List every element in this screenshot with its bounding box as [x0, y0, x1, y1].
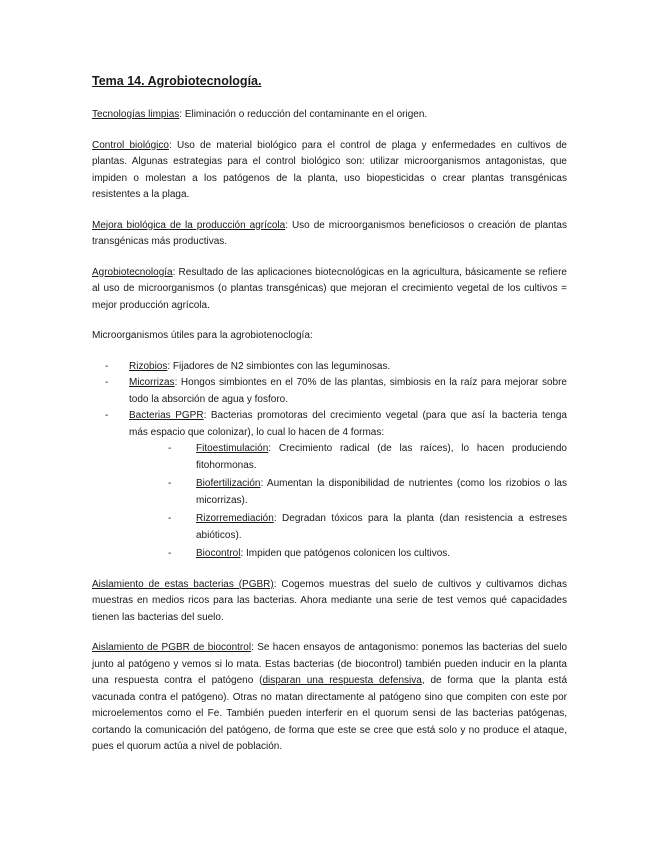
microorganism-list [92, 359, 567, 563]
term: Agrobiotecnología [92, 266, 173, 278]
definition-part-a: : Se hacen ensayos de antagonismo: ponemos las bacterias del suelo junto al patógeno y vemos si lo mata. Estas bacterias (de biocontrol) también pueden inducir en la planta una respuesta contra el patógeno ( [92, 642, 568, 686]
definition: : Degradan tóxicos para la planta (dan resistencia a estreses abióticos). [196, 513, 567, 541]
page-title: Tema 14. Agrobiotecnología. [92, 74, 262, 88]
sublist-item [129, 476, 567, 509]
definition: : Hongos simbiontes en el 70% de las plantas, simbiosis en la raíz para mejorar sobre todo la absorción de agua y fosforo. [129, 377, 567, 405]
definition: : Eliminación o reducción del contaminante en el origen. [179, 109, 428, 120]
paragraph-agrobiotecnologia [92, 265, 567, 315]
definition: : Impiden que patógenos colonicen los cultivos. [240, 548, 451, 559]
term: Rizorremediación [196, 513, 274, 524]
term: Bacterias PGPR [129, 410, 204, 421]
paragraph-microorganismos-intro: Microorganismos útiles para la agrobiotenoclogía: [92, 330, 313, 341]
list-item [92, 375, 567, 408]
definition: : Crecimiento radical (de las raíces), lo hacen produciendo fitohormonas. [196, 443, 567, 471]
underlined-phrase: disparan una respuesta defensiva [262, 675, 422, 686]
term: Biofertilización [196, 478, 261, 489]
paragraph-mejora-biologica [92, 218, 567, 251]
term: Mejora biológica de la producción agrícola [92, 219, 286, 231]
list-item [92, 359, 567, 376]
paragraph-aislamiento-biocontrol [92, 640, 567, 756]
definition: : Cogemos muestras del suelo de cultivos y cultivamos dichas muestras en medios ricos para las bacterias. Ahora mediante una serie de test vemos qué capacidades tienen las bacterias del suelo. [92, 578, 567, 623]
paragraph-tecnologias-limpias [92, 107, 567, 124]
term: Micorrizas [129, 377, 175, 388]
term: Rizobios [129, 360, 168, 372]
term: Control biológico [92, 139, 169, 151]
term: Biocontrol [196, 548, 241, 559]
term: Aislamiento de estas bacterias (PGBR) [92, 578, 274, 590]
term: Fitoestimulación [196, 443, 269, 454]
paragraph-aislamiento-pgbr [92, 577, 567, 627]
sublist-item [129, 511, 567, 544]
definition: : Uso de material biológico para el control de plaga y enfermedades en cultivos de plantas. Algunas estrategias para el control biológico son: utilizar microorganismos antagonistas, que impiden o molestan a los patógenos de la planta, uso biopesticidas o crear plantas transgénicas resistentes a la plaga. [92, 139, 567, 200]
definition: : Bacterias promotoras del crecimiento vegetal (para que así la bacteria tenga más espacio que colonizar), lo cual lo hacen de 4 formas: [129, 410, 567, 438]
term: Aislamiento de PGBR de biocontrol [92, 642, 252, 653]
definition: : Resultado de las aplicaciones biotecnológicas en la agricultura, básicamente se refiere al uso de microorganismos (o plantas transgénicas) que mejoran el crecimiento vegetal de los cultivos = mejor producción agrícola. [92, 266, 567, 311]
sublist-item [129, 441, 567, 474]
pgpr-sublist [129, 441, 567, 563]
definition: : Uso de microorganismos beneficiosos o creación de plantas transgénicas más productivas. [92, 219, 567, 247]
definition-part-b: , de forma que la planta está vacunada contra el patógeno). Otras no matan directamente al patógeno sino que compiten con este por microelementos como el Fe. También pueden interferir en el quorum sensi de las bacterias patógenas, cortando la comunicación del patógeno, de forma que este se cree que está solo y no produce el ataque, pues el quorum actúa a nivel de población. [92, 675, 568, 752]
term: Tecnologías limpias [92, 109, 180, 120]
paragraph-control-biologico [92, 138, 567, 204]
definition: : Fijadores de N2 simbiontes con las leguminosas. [167, 360, 391, 372]
list-item [92, 408, 567, 563]
definition: : Aumentan la disponibilidad de nutrientes (como los rizobios o las micorrizas). [196, 478, 567, 506]
sublist-item [129, 546, 567, 563]
